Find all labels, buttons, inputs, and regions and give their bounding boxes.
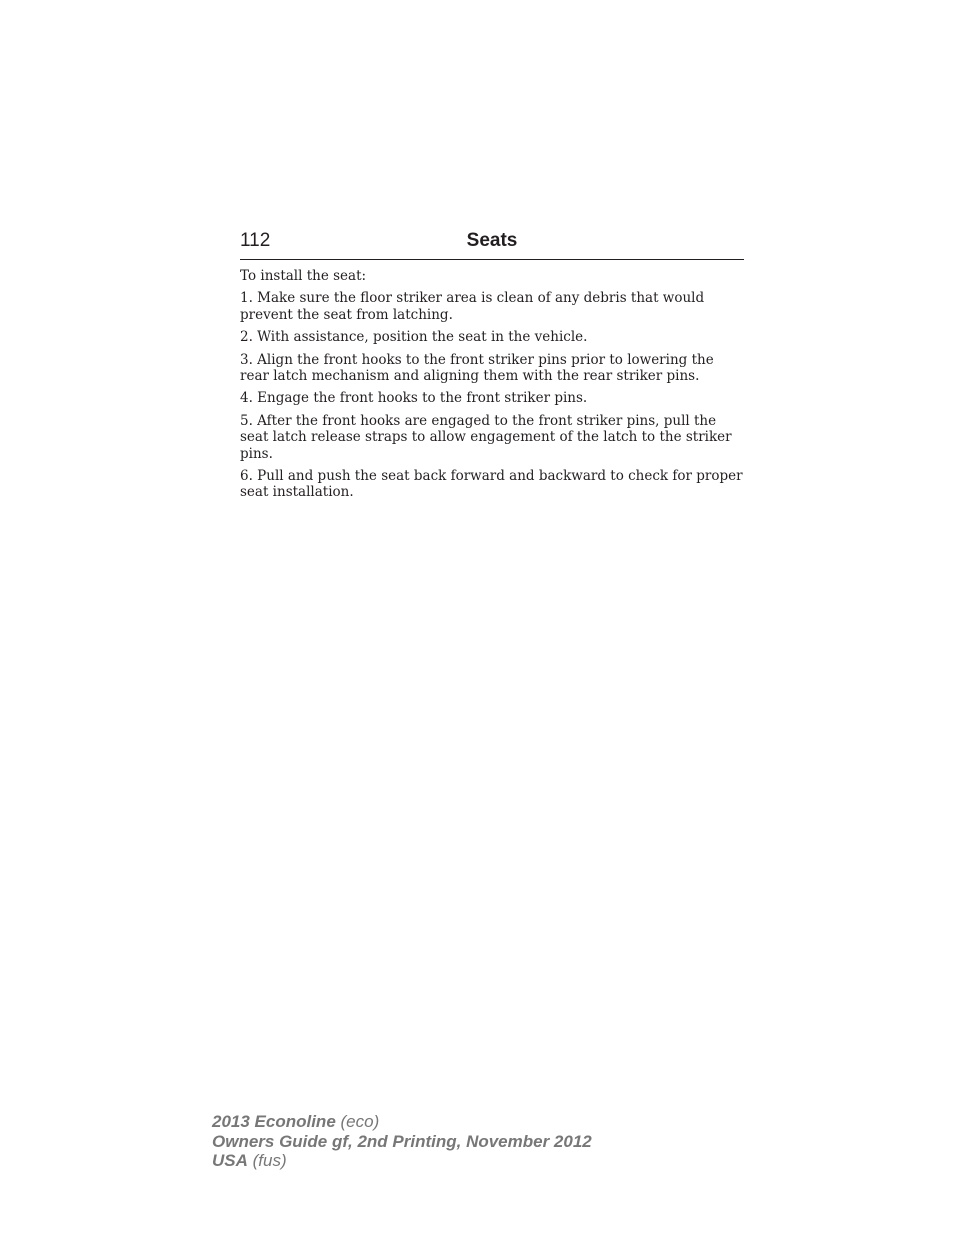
page-number: 112 (240, 230, 271, 251)
footer-guide-line (212, 1132, 592, 1152)
step-4: 4. Engage the front hooks to the front striker pins. (240, 390, 588, 407)
footer-model-line (212, 1112, 592, 1132)
intro-text: To install the seat: (240, 268, 367, 284)
page-footer (212, 1112, 592, 1171)
step-1: 1. Make sure the floor striker area is clean of any debris that would prevent the seat from latching. (240, 290, 705, 323)
page-body (240, 268, 746, 507)
section-title: Seats (466, 230, 518, 251)
page-header (240, 229, 744, 260)
footer-model: 2013 Econoline (212, 1112, 336, 1131)
step-2: 2. With assistance, position the seat in the vehicle. (240, 329, 588, 346)
step-6: 6. Pull and push the seat back forward and backward to check for proper seat installation. (240, 468, 743, 501)
step-5: 5. After the front hooks are engaged to the front striker pins, pull the seat latch release straps to allow engagement of the latch to the striker pins. (240, 412, 732, 462)
footer-market-line (212, 1151, 592, 1171)
footer-market: USA (212, 1151, 248, 1170)
footer-market-code: (fus) (252, 1151, 287, 1170)
footer-model-code: (eco) (340, 1112, 380, 1131)
step-3: 3. Align the front hooks to the front striker pins prior to lowering the rear latch mechanism and aligning them with the rear striker pins. (240, 351, 714, 385)
footer-guide: Owners Guide gf, 2nd Printing, November 2012 (212, 1131, 592, 1151)
